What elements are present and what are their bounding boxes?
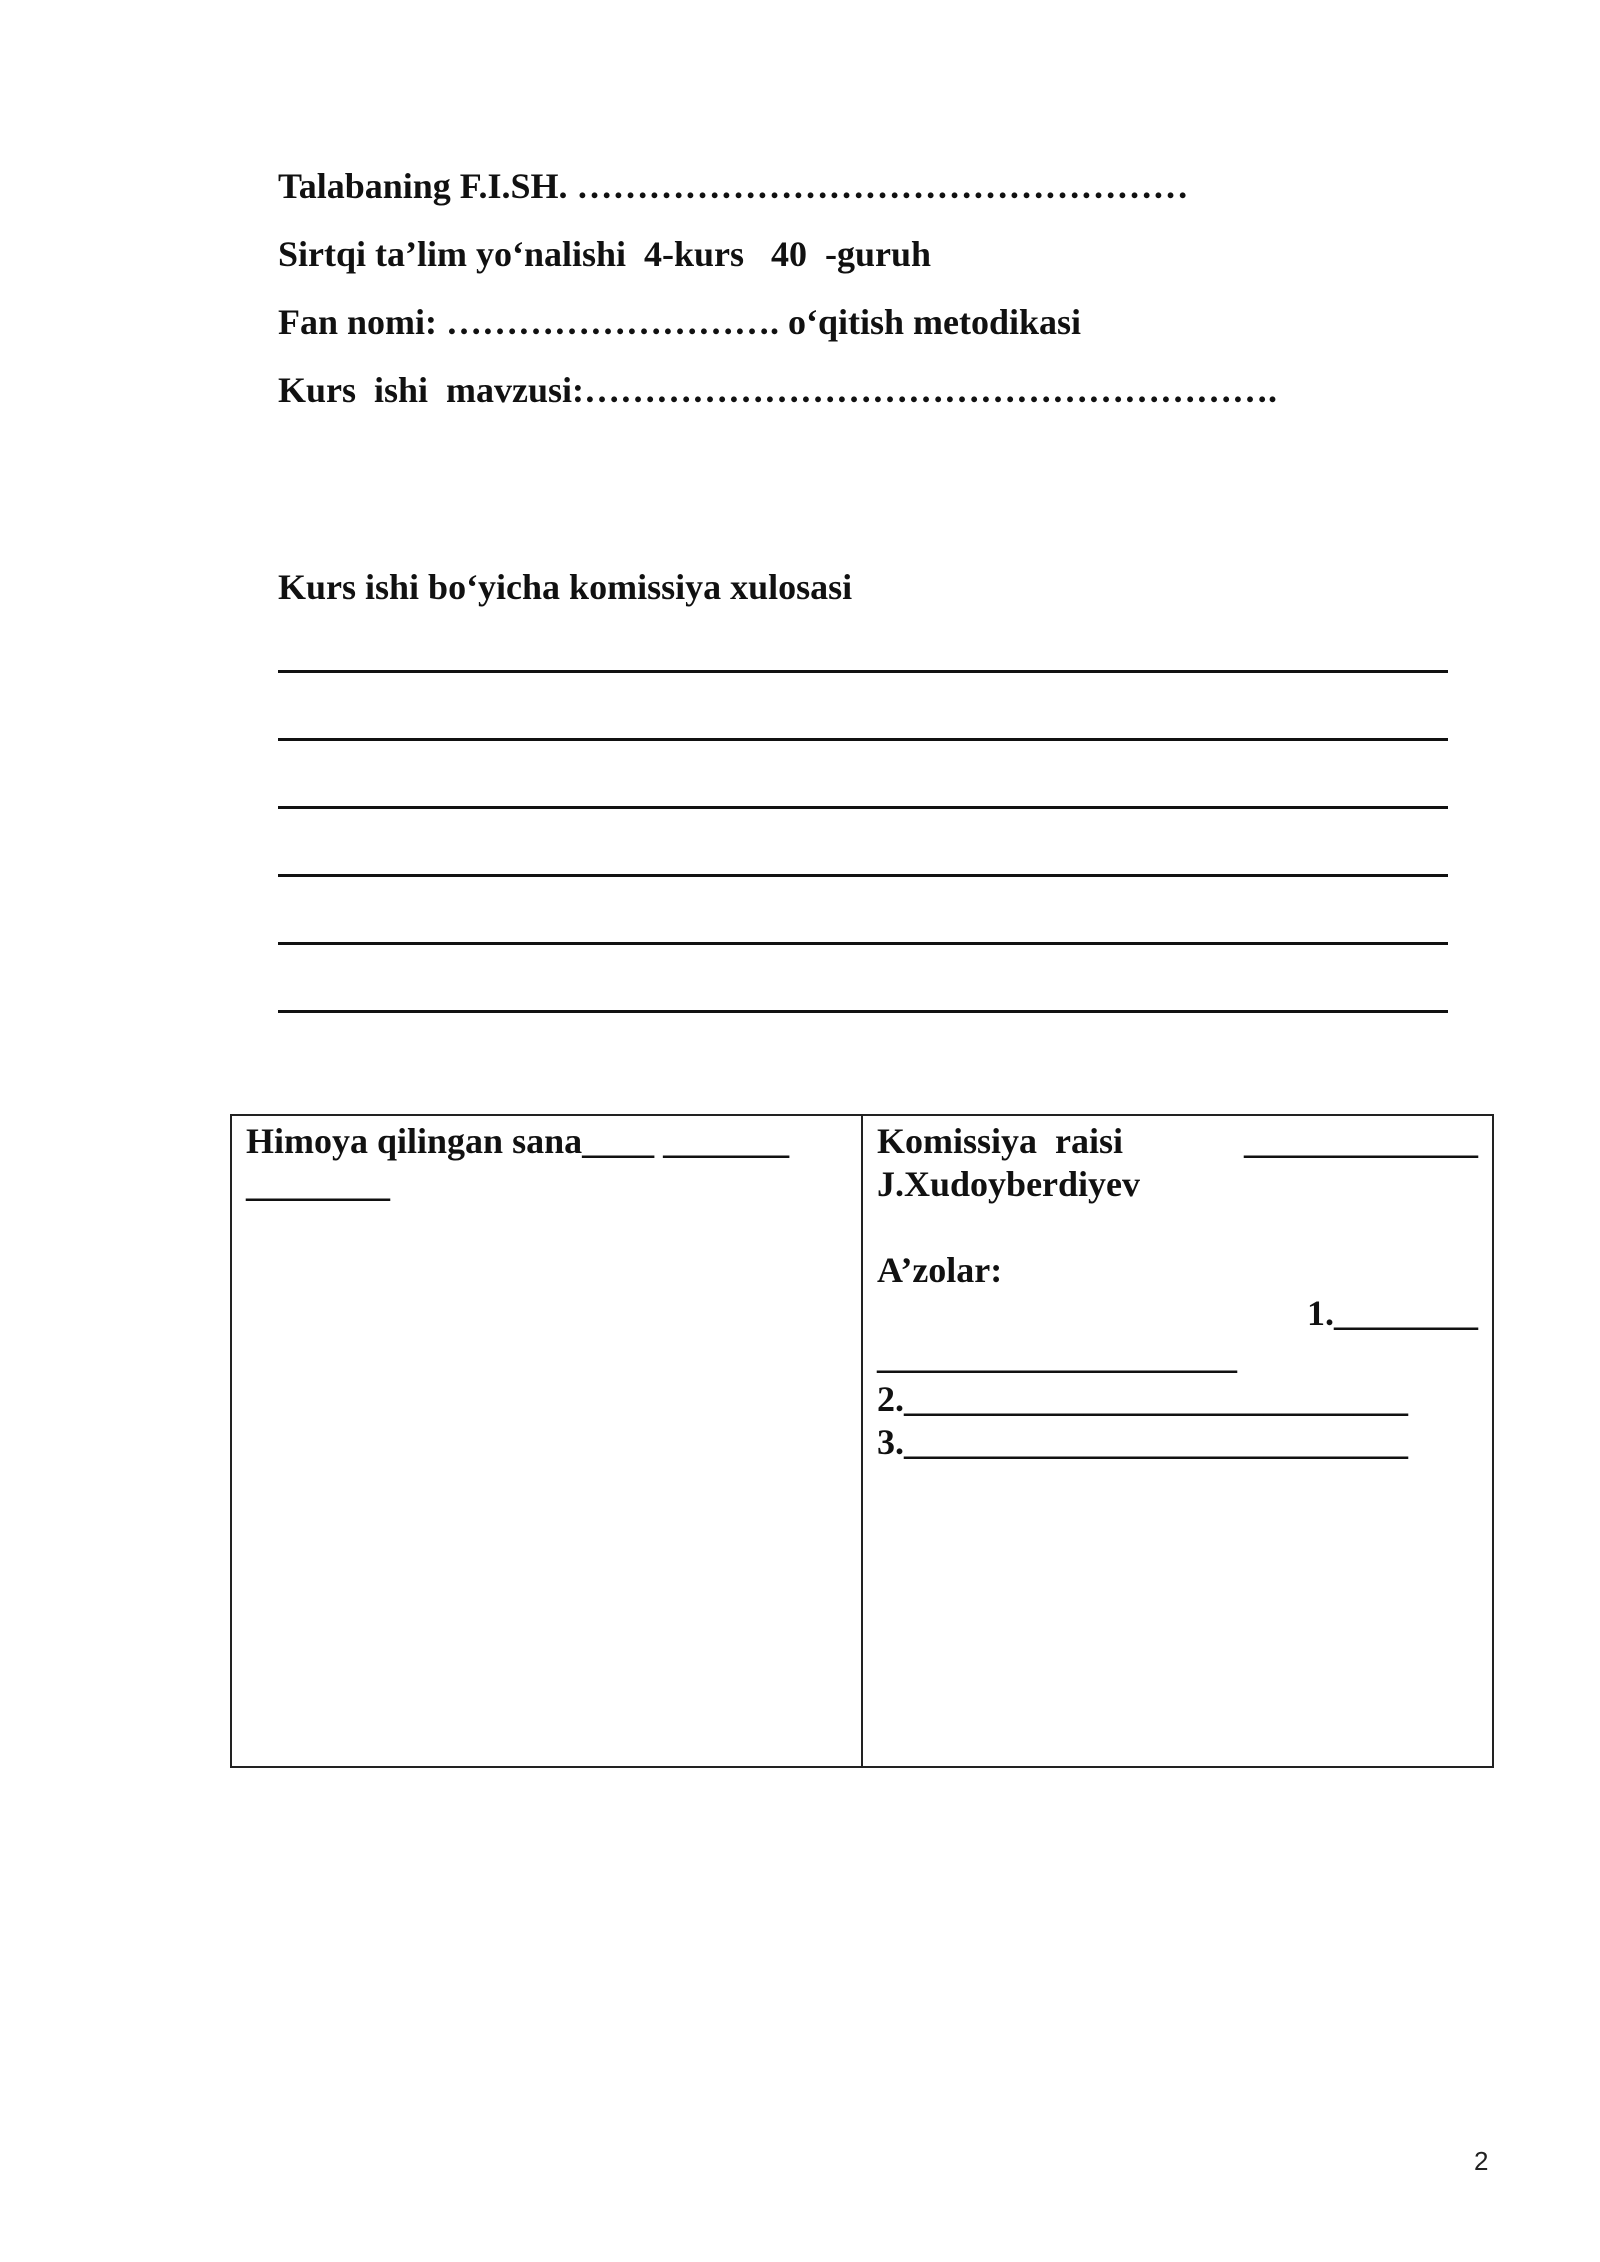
commission-signatures-cell (863, 1116, 1492, 1766)
blank-rule-line (278, 670, 1448, 673)
commission-chair-row (877, 1120, 1478, 1163)
blank-rule-line (278, 874, 1448, 877)
defense-date-blank: ________ (246, 1164, 390, 1204)
commission-chair-signature-blank: _____________ (1244, 1121, 1478, 1161)
blank-rule-line (278, 806, 1448, 809)
members-label: A’zolar: (877, 1250, 1003, 1290)
student-info-block (278, 152, 1458, 424)
blank-rule-line (278, 738, 1448, 741)
member-1-signature: 1.________ (1307, 1293, 1478, 1333)
defense-date-label: Himoya qilingan sana____ _______ (246, 1121, 790, 1161)
commission-chair-label: Komissiya raisi (877, 1121, 1124, 1161)
commission-conclusion-title: Kurs ishi bo‘yicha komissiya xulosasi (278, 567, 853, 607)
blank-rule-line (278, 942, 1448, 945)
page-number: 2 (1474, 2146, 1489, 2176)
member-3-signature: 3.____________________________ (877, 1422, 1408, 1462)
course-work-topic-line: Kurs ishi mavzusi:…………………………………………………. (278, 370, 1278, 410)
member-2-signature: 2.____________________________ (877, 1379, 1408, 1419)
commission-chair-name: J.Xudoyberdiyev (877, 1164, 1141, 1204)
member-1-signature-continuation: ____________________ (877, 1336, 1237, 1376)
subject-name-line: Fan nomi: ………………………. o‘qitish metodikasi (278, 302, 1082, 342)
student-name-line: Talabaning F.I.SH. …………………………………………… (278, 166, 1189, 206)
blank-rule-line (278, 1010, 1448, 1013)
defense-date-cell (232, 1116, 863, 1766)
study-direction-line: Sirtqi ta’lim yo‘nalishi 4-kurs 40 -guruh (278, 234, 932, 274)
signature-table (230, 1114, 1494, 1768)
